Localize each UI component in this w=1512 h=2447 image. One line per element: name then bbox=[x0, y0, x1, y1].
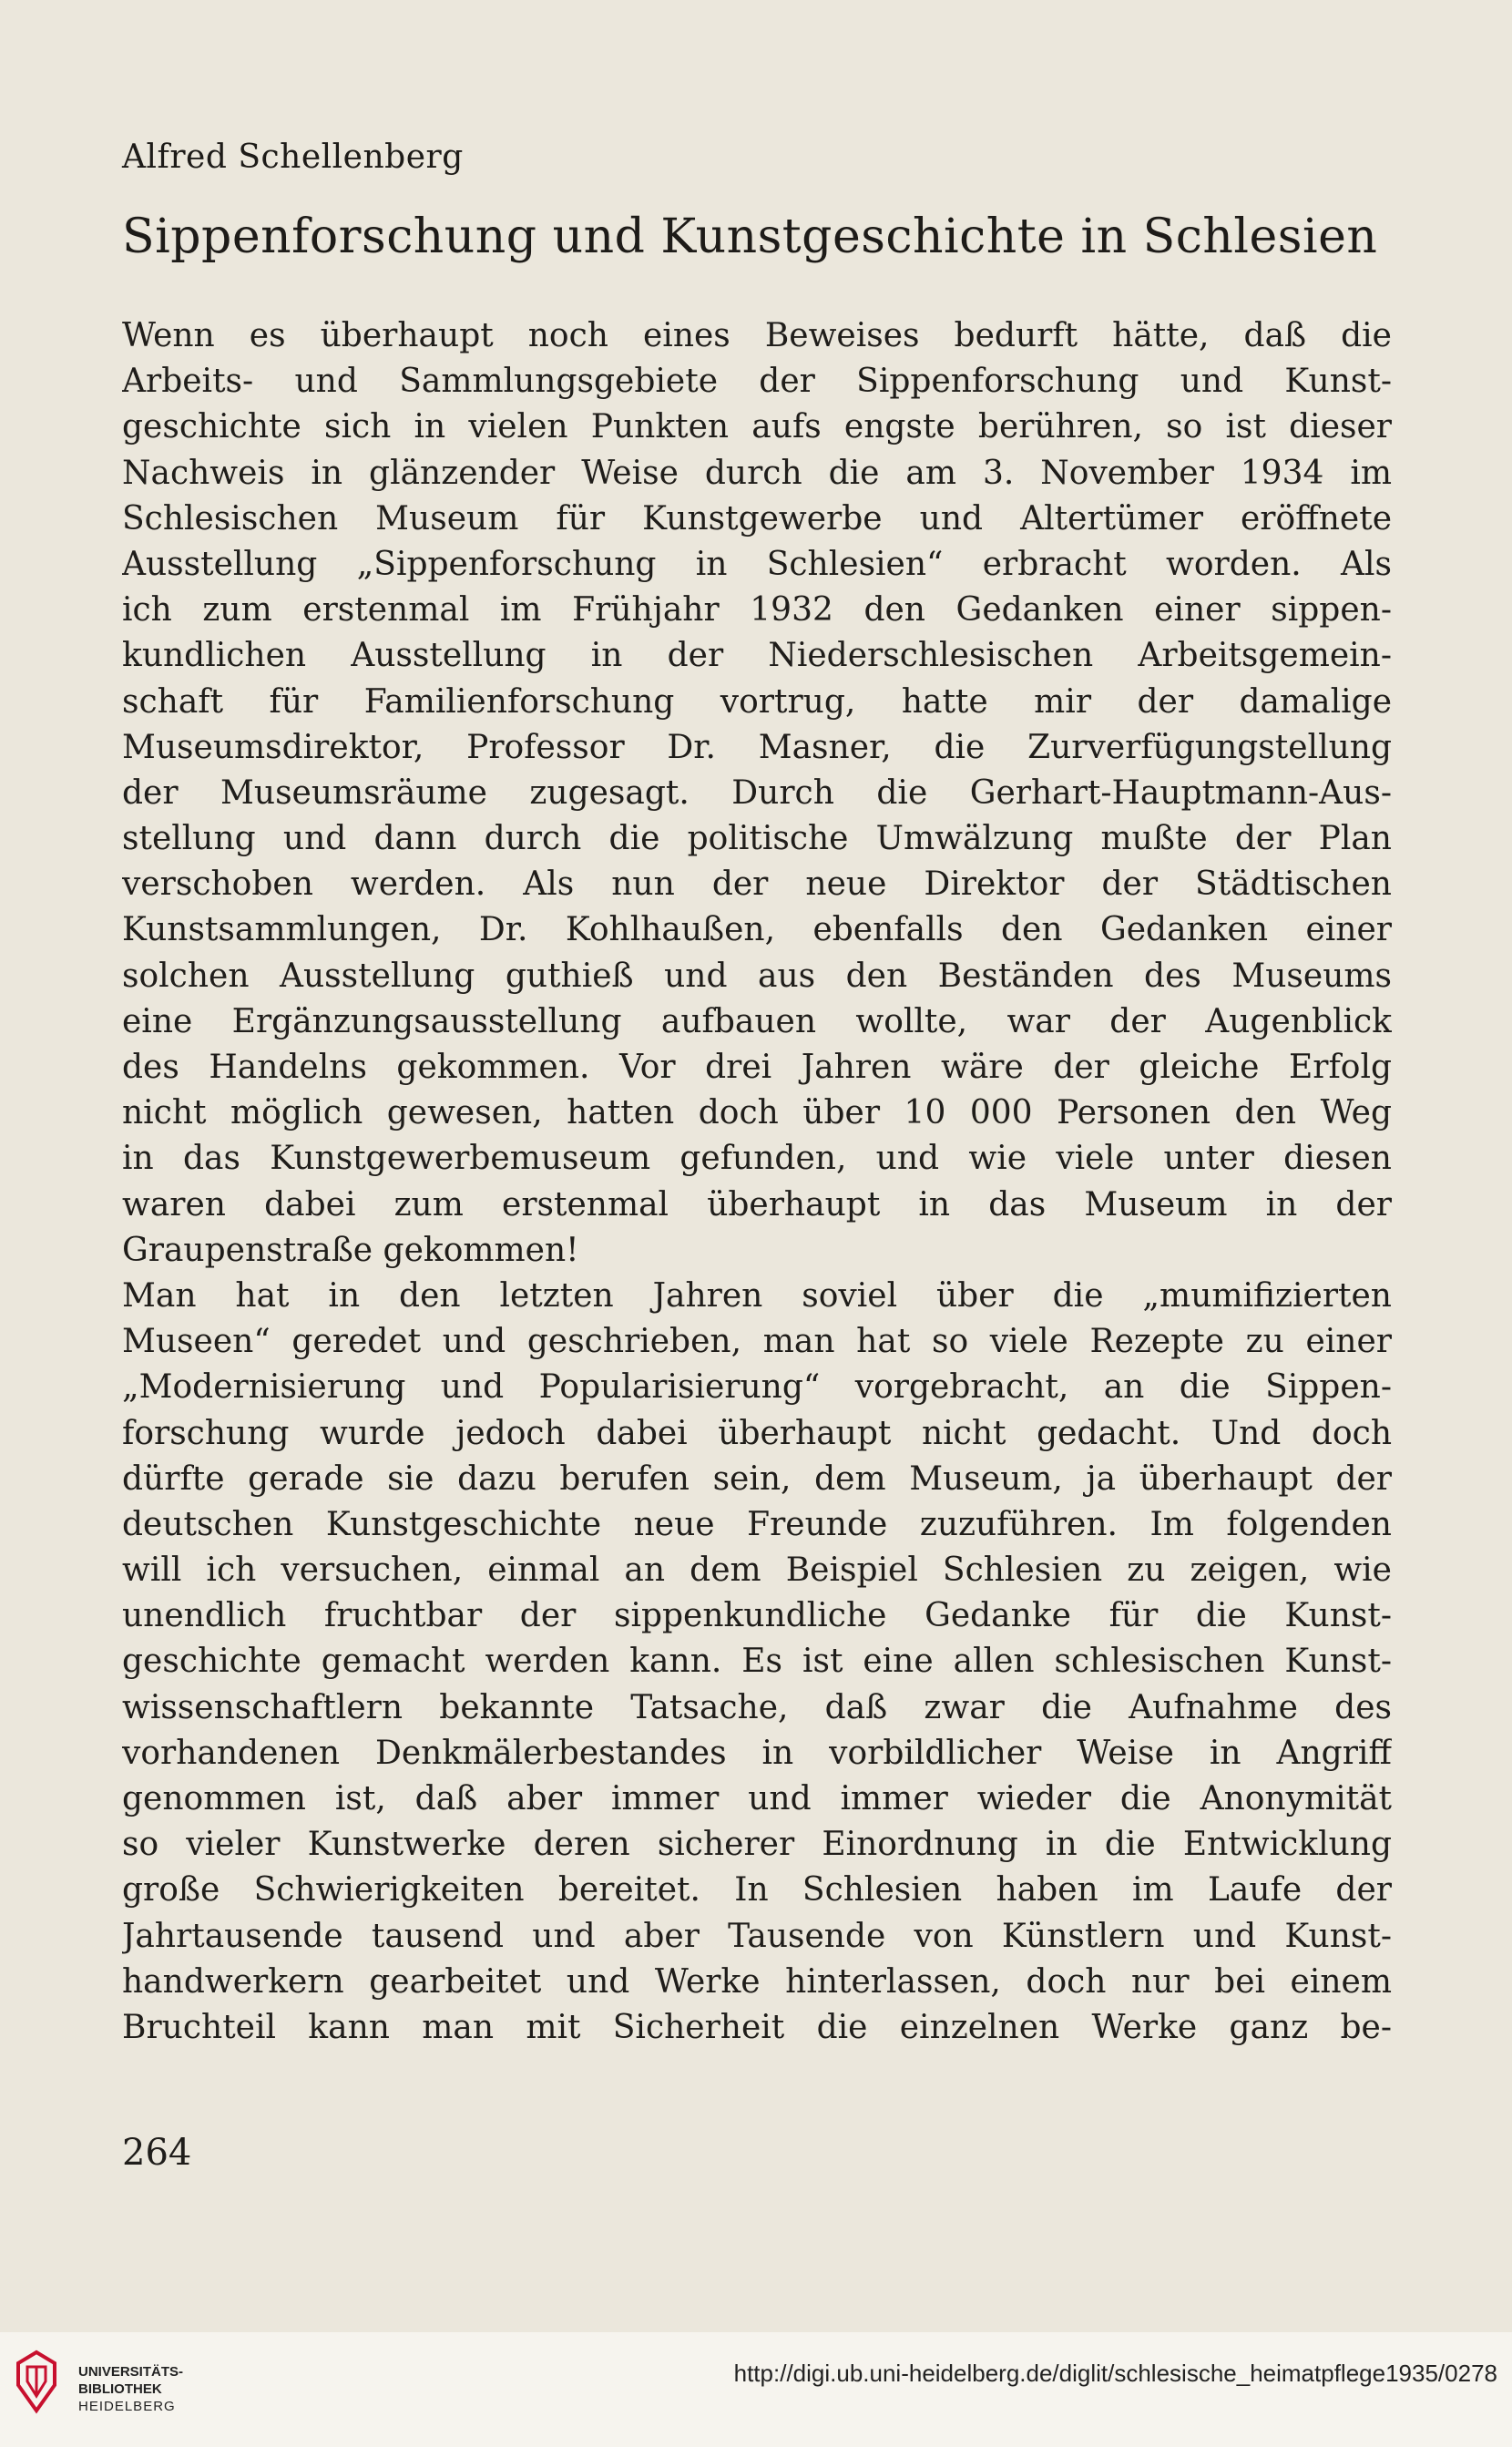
text-line: Bruchteil kann man mit Sicherheit die einzelnen Werke ganz be- bbox=[122, 2008, 1392, 2046]
article-author: Alfred Schellenberg bbox=[122, 138, 464, 176]
text-line: ich zum erstenmal im Frühjahr 1932 den Gedanken einer sippen- bbox=[122, 591, 1392, 630]
library-name bbox=[78, 2363, 183, 2415]
text-line: waren dabei zum erstenmal überhaupt in das Museum in der bbox=[122, 1185, 1392, 1224]
text-line: geschichte gemacht werden kann. Es ist eine allen schlesischen Kunst- bbox=[122, 1643, 1392, 1681]
text-line: Arbeits- und Sammlungsgebiete der Sippenforschung und Kunst- bbox=[122, 363, 1392, 401]
text-line: geschichte sich in vielen Punkten aufs engste berühren, so ist dieser bbox=[122, 408, 1392, 446]
text-line: der Museumsräume zugesagt. Durch die Gerhart-Hauptmann-Aus- bbox=[122, 773, 1392, 812]
source-url-link[interactable]: http://digi.ub.uni-heidelberg.de/diglit/schlesische_heimatpflege1935/0278 bbox=[733, 2360, 1497, 2387]
text-line: wissenschaftlern bekannte Tatsache, daß zwar die Aufnahme des bbox=[122, 1688, 1392, 1726]
text-line: vorhandenen Denkmälerbestandes in vorbildlicher Weise in Angriff bbox=[122, 1734, 1392, 1772]
text-line: nicht möglich gewesen, hatten doch über 10 000 Personen den Weg bbox=[122, 1094, 1392, 1132]
text-line: stellung und dann durch die politische Umwälzung mußte der Plan bbox=[122, 820, 1392, 858]
article-title: Sippenforschung und Kunstgeschichte in Schlesien bbox=[122, 210, 1378, 264]
text-line: Museen“ geredet und geschrieben, man hat so viele Rezepte zu einer bbox=[122, 1323, 1392, 1361]
text-line: „Modernisierung und Popularisierung“ vorgebracht, an die Sippen- bbox=[122, 1368, 1392, 1407]
text-line: verschoben werden. Als nun der neue Direktor der Städtischen bbox=[122, 865, 1392, 904]
text-line: solchen Ausstellung guthieß und aus den Beständen des Museums bbox=[122, 957, 1392, 995]
article-body bbox=[122, 313, 1392, 2051]
page-number: 264 bbox=[122, 2132, 192, 2174]
text-line: schaft für Familienforschung vortrug, hatte mir der damalige bbox=[122, 682, 1392, 721]
text-line: forschung wurde jedoch dabei überhaupt nicht gedacht. Und doch bbox=[122, 1414, 1392, 1452]
text-line: will ich versuchen, einmal an dem Beispiel Schlesien zu zeigen, wie bbox=[122, 1551, 1392, 1590]
text-line: eine Ergänzungsausstellung aufbauen wollte, war der Augenblick bbox=[122, 1002, 1392, 1040]
text-line: in das Kunstgewerbemuseum gefunden, und wie viele unter diesen bbox=[122, 1140, 1392, 1178]
text-line: Schlesischen Museum für Kunstgewerbe und Altertümer eröffnete bbox=[122, 499, 1392, 538]
text-line: handwerkern gearbeitet und Werke hinterlassen, doch nur bei einem bbox=[122, 1962, 1392, 2001]
text-line: Kunstsammlungen, Dr. Kohlhaußen, ebenfalls den Gedanken einer bbox=[122, 911, 1392, 949]
text-line: Ausstellung „Sippenforschung in Schlesien“ erbracht worden. Als bbox=[122, 545, 1392, 583]
text-line: so vieler Kunstwerke deren sicherer Einordnung in die Entwicklung bbox=[122, 1826, 1392, 1864]
text-line: große Schwierigkeiten bereitet. In Schlesien haben im Laufe der bbox=[122, 1871, 1392, 1909]
text-line: genommen ist, daß aber immer und immer wieder die Anonymität bbox=[122, 1780, 1392, 1817]
library-name-line: UNIVERSITÄTS- bbox=[78, 2364, 184, 2380]
text-line: Nachweis in glänzender Weise durch die am 3. November 1934 im bbox=[122, 454, 1392, 492]
text-line: Museumsdirektor, Professor Dr. Masner, die Zurverfügungstellung bbox=[122, 728, 1392, 766]
text-line: Graupenstraße gekommen! bbox=[122, 1231, 579, 1269]
text-line: Jahrtausende tausend und aber Tausende von Künstlern und Kunst- bbox=[122, 1917, 1392, 1955]
text-line: Man hat in den letzten Jahren soviel über die „mumifizierten bbox=[122, 1276, 1392, 1315]
digital-library-footer bbox=[0, 2332, 1512, 2447]
text-line: Wenn es überhaupt noch eines Beweises bedurft hätte, daß die bbox=[122, 317, 1392, 354]
library-name-line: BIBLIOTHEK bbox=[78, 2381, 162, 2397]
library-name-line: HEIDELBERG bbox=[78, 2399, 176, 2414]
ub-heidelberg-logo-icon bbox=[15, 2349, 58, 2414]
text-line: des Handelns gekommen. Vor drei Jahren wäre der gleiche Erfolg bbox=[122, 1049, 1392, 1086]
text-line: unendlich fruchtbar der sippenkundliche Gedanke für die Kunst- bbox=[122, 1597, 1392, 1635]
text-line: deutschen Kunstgeschichte neue Freunde zuzuführen. Im folgenden bbox=[122, 1505, 1392, 1543]
text-line: kundlichen Ausstellung in der Niederschlesischen Arbeitsgemein- bbox=[122, 637, 1392, 675]
text-line: dürfte gerade sie dazu berufen sein, dem Museum, ja überhaupt der bbox=[122, 1459, 1392, 1498]
